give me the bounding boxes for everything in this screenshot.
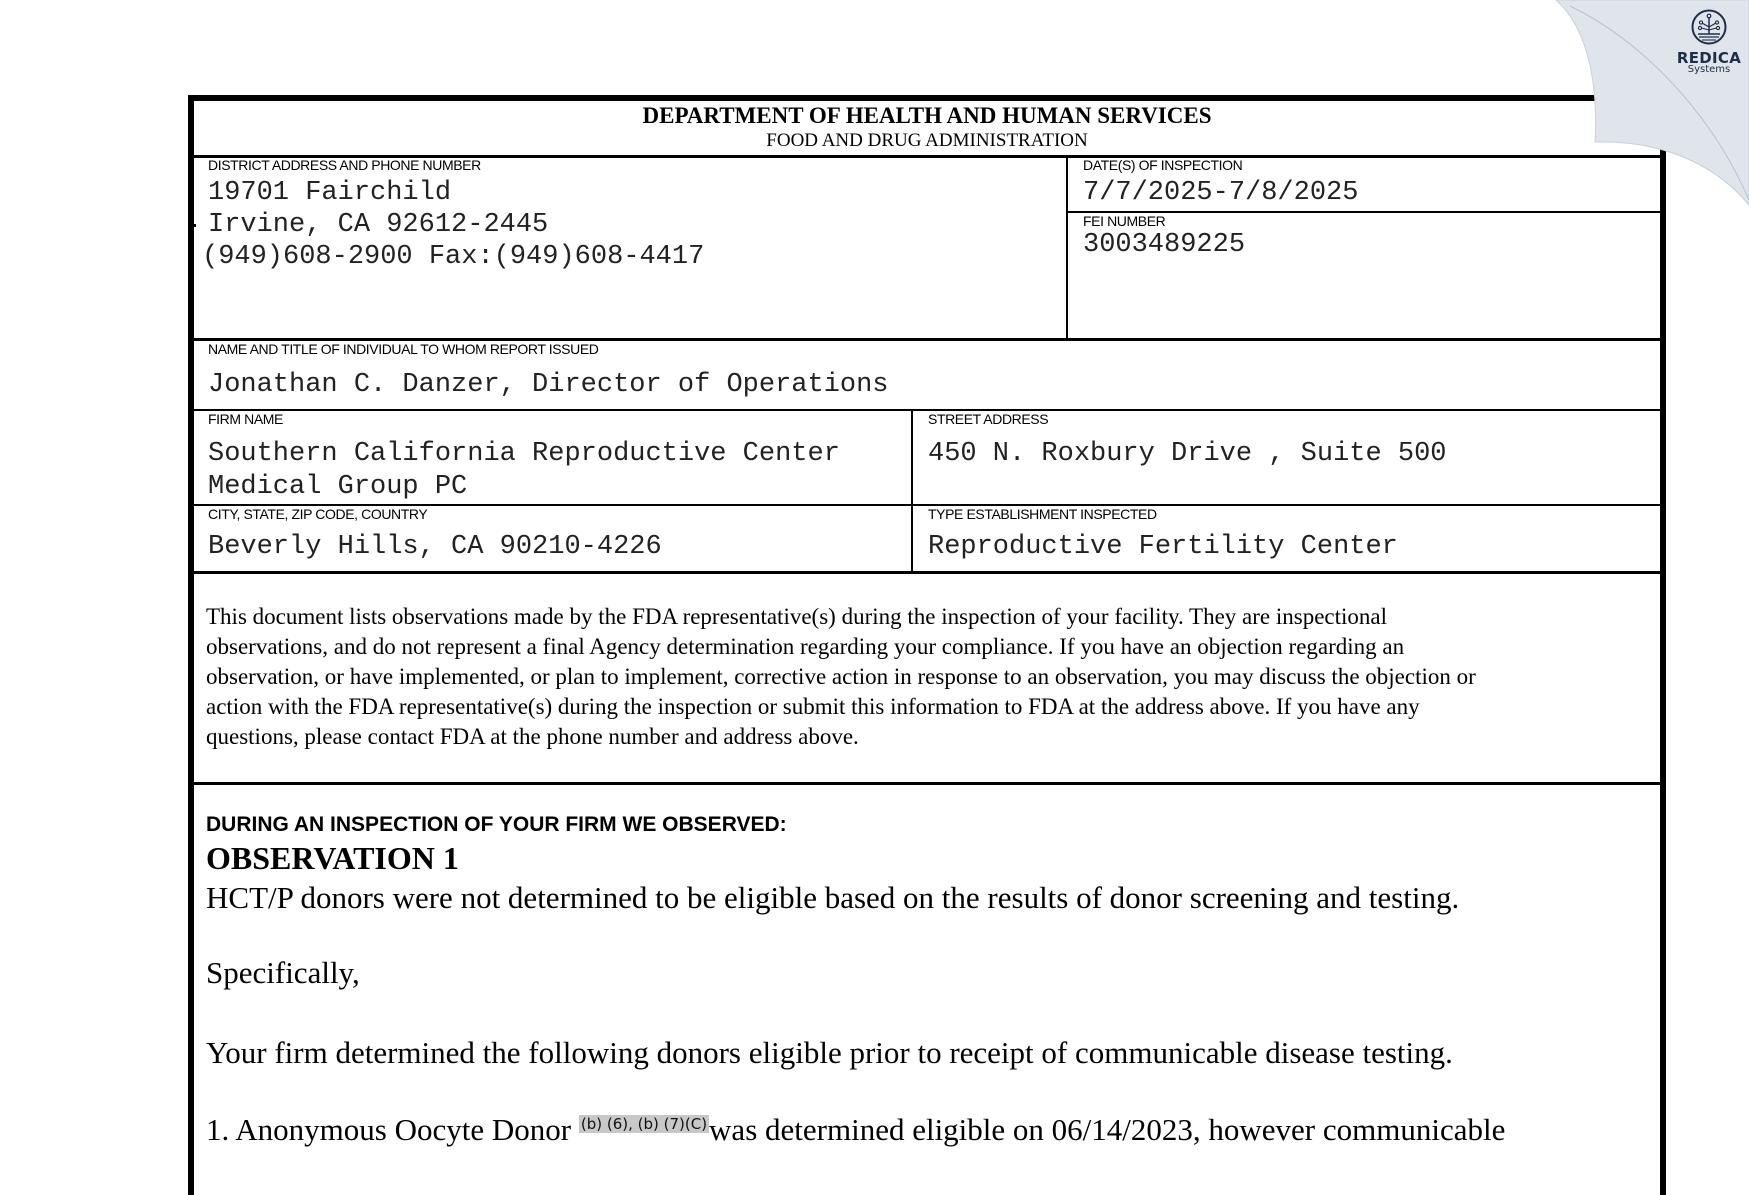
redaction-badge: (b) (6), (b) (7)(C) [580,1114,708,1133]
observation-intro: Your firm determined the following donors eligible prior to receipt of communicable disease testing. [206,1035,1453,1070]
disclaimer-line: action with the FDA representative(s) during the inspection or submit this information to FDA at the address above. If you have any [206,694,1420,719]
city-value: Beverly Hills, CA 90210-4226 [208,532,662,562]
street-label: STREET ADDRESS [928,411,1049,427]
department-title: DEPARTMENT OF HEALTH AND HUMAN SERVICES [642,103,1212,128]
firm-line1: Southern California Reproductive Center [208,439,840,469]
divider [1066,157,1068,340]
observation-title: OBSERVATION 1 [206,840,459,876]
observation-item-1 [206,1112,1505,1148]
observations-heading: DURING AN INSPECTION OF YOUR FIRM WE OBSERVED: [206,813,787,836]
observation-specifically: Specifically, [206,955,360,990]
brand-sub: Systems [1687,64,1731,75]
recipient-value: Jonathan C. Danzer, Director of Operations [208,370,889,400]
firm-line2: Medical Group PC [208,472,468,502]
street-value: 450 N. Roxbury Drive , Suite 500 [928,439,1447,469]
item-prefix: 1. Anonymous Oocyte Donor [206,1112,579,1147]
disclaimer-line: questions, please contact FDA at the phone number and address above. [206,724,859,749]
disclaimer-line: observation, or have implemented, or plan to implement, corrective action in response to an observation, you may discuss the objection or [206,664,1476,689]
observation-summary: HCT/P donors were not determined to be eligible based on the results of donor screening and testing. [206,880,1460,915]
disclaimer-line: This document lists observations made by the FDA representative(s) during the inspection of your facility. They are inspectional [206,604,1388,629]
establishment-label: TYPE ESTABLISHMENT INSPECTED [928,506,1157,522]
divider [194,782,1660,785]
city-label: CITY, STATE, ZIP CODE, COUNTRY [208,506,428,522]
item-suffix: was determined eligible on 06/14/2023, however communicable [709,1112,1506,1147]
inspection-dates-value: 7/7/2025-7/8/2025 [1083,178,1359,208]
divider [194,409,1660,411]
district-phone: (949)608-2900 Fax:(949)608-4417 [202,242,705,272]
tree-circle-icon [1691,9,1727,45]
fei-value: 3003489225 [1083,230,1246,260]
firm-label: FIRM NAME [208,411,283,427]
district-line2: Irvine, CA 92612-2445 [208,210,549,240]
tick-mark [193,224,196,227]
district-line1: 19701 Fairchild [208,178,452,208]
divider [194,571,1660,574]
recipient-label: NAME AND TITLE OF INDIVIDUAL TO WHOM REPORT ISSUED [208,341,599,357]
agency-title: FOOD AND DRUG ADMINISTRATION [766,130,1088,151]
divider [911,411,913,572]
fei-label: FEI NUMBER [1083,213,1166,229]
disclaimer-line: observations, and do not represent a final Agency determination regarding your compliance. If you have an objection regarding an [206,634,1405,659]
brand-name: REDICA [1676,49,1742,67]
inspection-dates-label: DATE(S) OF INSPECTION [1083,157,1243,173]
disclaimer [206,602,1476,752]
district-label: DISTRICT ADDRESS AND PHONE NUMBER [208,157,481,173]
establishment-value: Reproductive Fertility Center [928,532,1398,562]
